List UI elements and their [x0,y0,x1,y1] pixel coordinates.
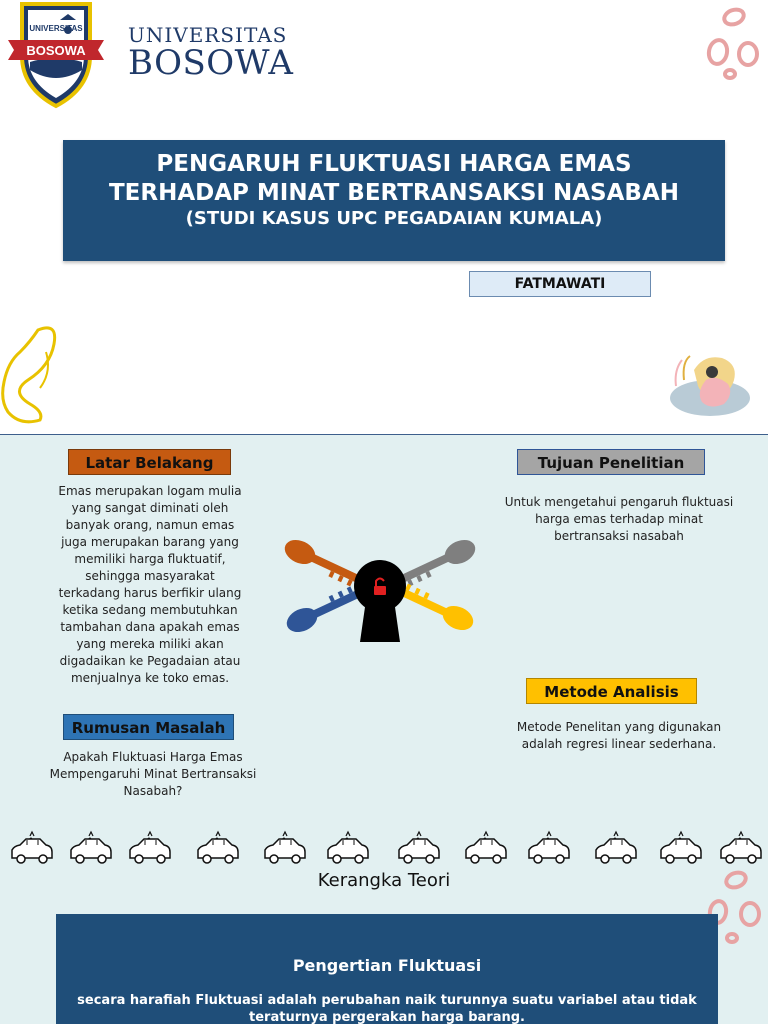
rumusan-masalah-text: Apakah Fluktuasi Harga Emas Mempengaruhi Minat Bertransaksi Nasabah? [49,750,257,798]
title-subtitle: (STUDI KASUS UPC PEGADAIAN KUMALA) [185,208,603,229]
brand-wordmark [128,23,294,83]
shield-text-top: UNIVERSITAS [29,24,83,33]
tujuan-penelitian-header: Tujuan Penelitian [517,449,705,475]
car-icon [661,832,701,863]
woman-illustration [664,350,752,420]
car-icon [130,832,170,863]
latar-belakang-header: Latar Belakang [68,449,231,475]
author-name: FATMAWATI [469,271,651,297]
title-line2: TERHADAP MINAT BERTRANSAKSI NASABAH [108,180,679,206]
brand-line2: BOSOWA [128,43,294,83]
tujuan-penelitian-text: Untuk mengetahui pengaruh fluktuasi harga emas terhadap minat bertransaksi nasabah [504,495,734,543]
car-icon [328,832,368,863]
definition-title: Pengertian Fluktuasi [292,956,482,975]
yellow-swirl-decoration [0,322,66,426]
title-line1: PENGARUH FLUKTUASI HARGA EMAS [156,151,632,177]
university-shield-logo [8,0,104,110]
brand-line1: UNIVERSITAS [128,23,288,47]
kerangka-teori-label: Kerangka Teori [317,870,451,891]
keys-keyhole-icon [280,530,480,650]
car-icon [12,832,52,863]
car-icon [71,832,111,863]
title-banner [63,140,725,261]
car-icon [529,832,569,863]
car-icon [596,832,636,863]
car-icon-row [0,826,768,870]
pink-dots-decoration [700,6,760,86]
car-icon [265,832,305,863]
car-icon [721,832,761,863]
shield-text-main: BOSOWA [26,43,86,58]
metode-analisis-text: Metode Penelitan yang digunakan adalah regresi linear sederhana. [516,720,722,751]
car-icon [466,832,506,863]
metode-analisis-header: Metode Analisis [526,678,697,704]
rumusan-masalah-header: Rumusan Masalah [63,714,234,740]
latar-belakang-text: Emas merupakan logam mulia yang sangat diminati oleh banyak orang, namun emas juga merupakan barang yang memiliki harga fluktuatif, sehingga masyarakat terkadang harus berfikir ulang ketika sedang membutuhkan tambahan dana apakah emas yang mereka miliki akan digadaikan ke Pegadaian atau menjualnya ke toko emas. [58,484,242,685]
car-icon [198,832,238,863]
definition-text: secara harafiah Fluktuasi adalah perubahan naik turunnya suatu variabel atau tidak teraturnya pergerakan harga barang. [77,993,697,1025]
car-icon [399,832,439,863]
